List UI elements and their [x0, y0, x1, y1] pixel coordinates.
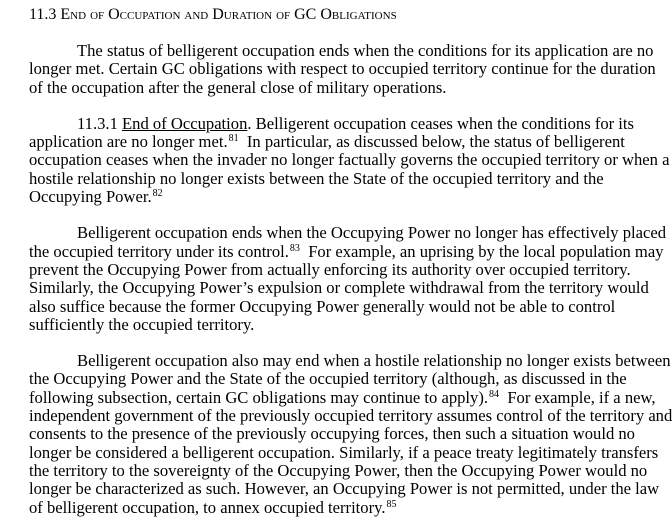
- text-line: Similarly, the Occupying Power’s expulsion or complete withdrawal from the territory would: [29, 278, 649, 298]
- text-line: [29, 241, 664, 261]
- text-line: Belligerent occupation also may end when a hostile relationship no longer exists between: [77, 351, 671, 371]
- text-line: the Occupying Power and the State of the occupied territory (although, as discussed in the: [29, 369, 627, 389]
- text-run: In particular, as discussed below, the status of belligerent: [246, 132, 625, 152]
- footnote-ref[interactable]: 83: [289, 242, 300, 254]
- document-page: [29, 6, 672, 517]
- text-line: hostile relationship no longer exists between the State of the occupied territory and the: [29, 168, 604, 188]
- footnote-ref[interactable]: 82: [152, 188, 163, 200]
- body-paragraph: [29, 223, 667, 334]
- footnote-ref[interactable]: 84: [489, 388, 500, 400]
- text-line: longer met. Certain GC obligations with respect to occupied territory continue for the duration: [29, 59, 656, 79]
- text-line: of the occupation after the general close of military operations.: [29, 77, 447, 97]
- text-run: following subsection, certain GC obligations may continue to apply).: [29, 387, 489, 407]
- text-line: occupation ceases when the invader no longer factually governs the occupied territory or when a: [29, 150, 670, 170]
- text-run: the occupied territory under its control.: [29, 241, 289, 261]
- section-number: 11.3: [29, 6, 57, 23]
- text-line: sufficiently the occupied territory.: [29, 314, 255, 334]
- text-line: [29, 188, 641, 206]
- section-heading: [29, 6, 641, 24]
- text-run: For example, an uprising by the local population may: [308, 241, 664, 261]
- subsection-paragraph: [29, 113, 670, 207]
- text-line: longer be considered a belligerent occupation. Similarly, if a peace treaty legitimately transfers: [29, 442, 659, 462]
- text-line: also suffice because the former Occupying Power generally would not be able to control: [29, 296, 616, 316]
- text-line: The status of belligerent occupation ends when the conditions for its application are no: [77, 41, 654, 60]
- text-run: . Belligerent occupation ceases when the conditions for its: [247, 113, 634, 133]
- text-line: longer be characterized as such. However, an Occupying Power is not permitted, under the law: [29, 479, 660, 499]
- text-run: application are no longer met.: [29, 132, 228, 152]
- subsection-number: 11.3.1: [77, 113, 118, 133]
- text-line: prevent the Occupying Power from actually enforcing its authority over occupied territory.: [29, 259, 631, 279]
- text-run: For example, if a new,: [507, 387, 656, 407]
- body-paragraph: [29, 351, 672, 517]
- intro-paragraph: [29, 41, 656, 97]
- section-title: End of Occupation and Duration of GC Obligations: [60, 6, 397, 23]
- text-line: [29, 133, 641, 151]
- text-line: consents to the presence of the previously occupying forces, then such a situation would no: [29, 424, 635, 444]
- text-run: of belligerent occupation, to annex occupied territory.: [29, 497, 386, 517]
- text-line: the territory to the sovereignty of the Occupying Power, then the Occupying Power would no: [29, 460, 648, 480]
- text-line: Belligerent occupation ends when the Occupying Power no longer has effectively placed: [77, 223, 667, 243]
- footnote-ref[interactable]: 85: [386, 498, 397, 510]
- text-run: Occupying Power.: [29, 187, 152, 207]
- text-line: [29, 115, 641, 133]
- footnote-ref[interactable]: 81: [228, 133, 239, 145]
- text-line: [29, 387, 656, 407]
- subsection-title: End of Occupation: [122, 113, 248, 133]
- text-line: independent government of the previously occupied territory assumes control of the territory and: [29, 406, 672, 426]
- text-line: [29, 499, 641, 517]
